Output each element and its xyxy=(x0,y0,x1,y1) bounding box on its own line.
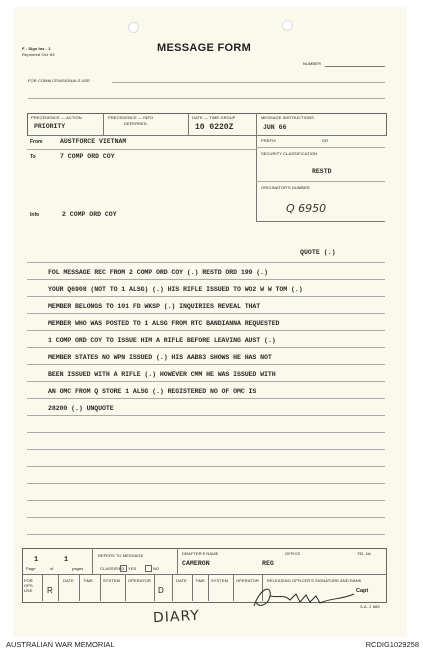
divider xyxy=(256,147,385,148)
instructions-label: MESSAGE INSTRUCTIONS xyxy=(261,115,314,120)
number-label: NUMBER xyxy=(303,61,321,66)
originator-value: Q 6950 xyxy=(286,202,327,215)
divider xyxy=(125,574,126,601)
tel-label: TEL No xyxy=(357,551,372,556)
system-label: SYSTEM xyxy=(211,578,229,583)
message-line: 28200 (.) UNQUOTE xyxy=(48,405,114,412)
message-line: FOL MESSAGE REC FROM 2 COMP ORD COY (.) RESTD ORD 199 (.) xyxy=(48,269,268,276)
message-line: AN OMC FROM Q STORE 1 ALSG (.) REGISTERED NO OF OMC IS xyxy=(48,388,257,395)
date-label: DATE xyxy=(63,578,74,583)
footer-left: AUSTRALIAN WAR MEMORIAL xyxy=(6,640,115,649)
precedence-action-label: PRECEDENCE — ACTION xyxy=(31,115,82,120)
message-line: MEMBER STATES NO WPN ISSUED (.) HIS AAB83 SHOWS HE HAS NOT xyxy=(48,354,272,361)
for-ops-label: FOR OPS USE xyxy=(24,578,33,593)
dtg-value: 10 0220Z xyxy=(195,123,234,132)
handwritten-diary: DIARY xyxy=(152,607,201,627)
prefix-label: PREFIX xyxy=(261,138,277,143)
divider xyxy=(188,113,189,135)
dtg-label: DATE — TIME GROUP xyxy=(192,115,236,120)
time-label: TIME xyxy=(83,578,93,583)
footer-right: RCDIG1029258 xyxy=(365,640,419,649)
ruled-line xyxy=(27,534,385,535)
time-label: TIME xyxy=(195,578,205,583)
number-line xyxy=(325,66,385,67)
precedence-info-label: PRECEDENCE — INFO xyxy=(108,115,154,120)
page-number: 1 xyxy=(34,556,39,564)
message-line: MEMBER WHO WAS POSTED TO 1 ALSG FROM RTC BANDIANNA REQUESTED xyxy=(48,320,280,327)
ruled-line xyxy=(27,296,385,297)
ruled-line xyxy=(27,432,385,433)
divider xyxy=(172,574,173,601)
divider xyxy=(27,135,385,136)
no-label: NO xyxy=(153,566,160,571)
releasing-label: RELEASING OFFICER'S SIGNATURE AND RANK xyxy=(267,578,362,583)
stock-code: S.A. 2 665 xyxy=(360,604,380,609)
from-label: From xyxy=(30,139,43,145)
punch-hole xyxy=(282,20,293,31)
message-line: 1 COMP ORD COY TO ISSUE HIM A RIFLE BEFORE LEAVING AUST (.) xyxy=(48,337,276,344)
divider xyxy=(256,221,385,222)
divider xyxy=(192,574,193,601)
form-code: F - Sigs Ins - 1 xyxy=(22,46,51,51)
ruled-line xyxy=(27,500,385,501)
ruled-line xyxy=(27,398,385,399)
ruled-line xyxy=(27,381,385,382)
originator-label: ORIGINATOR'S NUMBER xyxy=(261,185,310,190)
from-value: AUSTFORCE VIETNAM xyxy=(60,138,127,145)
ruled-line xyxy=(27,517,385,518)
system-label: SYSTEM xyxy=(103,578,121,583)
form-revised: Reprinted Oct '65 xyxy=(22,52,55,57)
info-value: 2 COMP ORD COY xyxy=(62,211,117,218)
pages-label: pages xyxy=(72,566,84,571)
rank-value: Capt xyxy=(356,588,369,594)
divider xyxy=(154,574,155,601)
divider xyxy=(22,574,386,575)
punch-hole xyxy=(128,22,139,33)
info-label: Info xyxy=(30,212,40,218)
divider xyxy=(79,574,80,601)
gr-label: GR xyxy=(322,138,329,143)
to-value: 7 COMP ORD COY xyxy=(60,153,115,160)
operator-label: OPERATOR xyxy=(236,578,259,583)
divider xyxy=(208,574,209,601)
comm-line xyxy=(112,82,385,83)
office-label: OFFICE xyxy=(285,551,301,556)
r-mark: R xyxy=(47,586,53,595)
page-label: Page xyxy=(26,566,36,571)
comm-line xyxy=(28,98,385,99)
drafter-label: DRAFTER'S NAME xyxy=(182,551,219,556)
office-value: REG xyxy=(262,560,274,567)
precedence-action-value: PRIORITY xyxy=(34,123,66,130)
divider xyxy=(177,548,178,574)
classified-label: CLASSIFIED xyxy=(100,566,125,571)
message-line: BEEN ISSUED WITH A RIFLE (.) HOWEVER CMM HE WAS ISSUED WITH xyxy=(48,371,276,378)
ruled-line xyxy=(27,415,385,416)
refers-label: REFERS TO MESSAGE xyxy=(98,553,144,558)
date-label: DATE xyxy=(176,578,187,583)
form-title: MESSAGE FORM xyxy=(157,42,252,54)
of-label: of xyxy=(50,566,54,571)
ruled-line xyxy=(27,466,385,467)
quote-marker: QUOTE (.) xyxy=(300,249,336,256)
ruled-line xyxy=(27,449,385,450)
to-label: To xyxy=(30,154,36,160)
drafter-value: CAMERON xyxy=(182,560,210,567)
divider xyxy=(42,574,43,601)
message-line: MEMBER BELONGS TO 101 FD WKSP (.) INQUIRIES REVEAL THAT xyxy=(48,303,261,310)
security-label: SECURITY CLASSIFICATION xyxy=(261,151,318,156)
ruled-line xyxy=(27,347,385,348)
operator-label: OPERATOR xyxy=(128,578,151,583)
ruled-line xyxy=(27,364,385,365)
ruled-line xyxy=(27,262,385,263)
ruled-line xyxy=(27,313,385,314)
yes-checkbox[interactable] xyxy=(120,565,127,572)
instructions-value: JUN 66 xyxy=(263,124,287,131)
divider xyxy=(27,149,256,150)
ruled-line xyxy=(27,279,385,280)
message-line: YOUR Q6908 (NOT TO 1 ALSG) (.) HIS RIFLE ISSUED TO WO2 W W TOM (.) xyxy=(48,286,303,293)
ruled-line xyxy=(27,330,385,331)
comm-use-label: FOR COMM CEN/SIGNALS USE xyxy=(28,78,90,83)
no-checkbox[interactable] xyxy=(145,565,152,572)
security-value: RESTD xyxy=(312,168,332,175)
signature-scribble xyxy=(250,582,360,612)
divider xyxy=(92,548,93,574)
divider xyxy=(256,113,257,221)
divider xyxy=(233,574,234,601)
divider xyxy=(58,574,59,601)
divider xyxy=(103,113,104,135)
ruled-line xyxy=(27,483,385,484)
divider xyxy=(100,574,101,601)
deferred-label: DEFERRED xyxy=(124,121,147,126)
page-total: 1 xyxy=(64,556,69,564)
d-mark: D xyxy=(158,586,164,595)
divider xyxy=(256,181,385,182)
yes-label: YES xyxy=(128,566,137,571)
